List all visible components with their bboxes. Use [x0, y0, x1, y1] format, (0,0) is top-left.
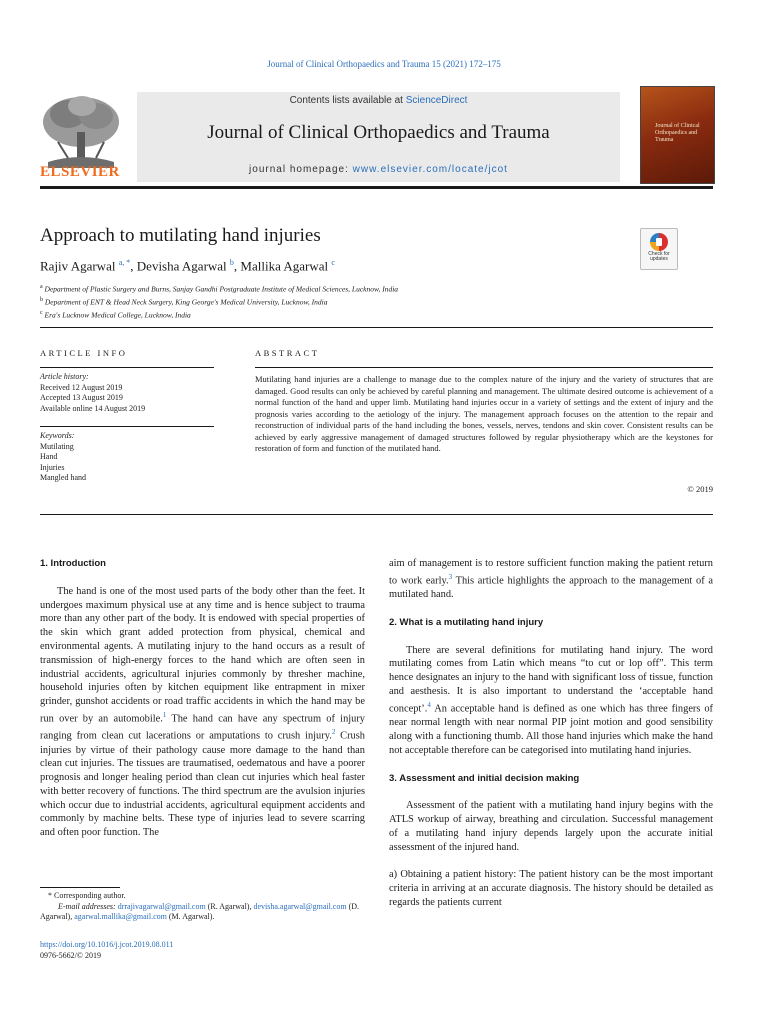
keywords-rule [40, 426, 214, 427]
citation-ref[interactable]: 3 [448, 572, 453, 581]
author-name: Mallika Agarwal [240, 258, 329, 274]
affiliation-line [40, 282, 398, 295]
email-link[interactable]: devisha.agarwal@gmail.com [253, 901, 347, 911]
body-text: An acceptable hand is defined as one which has three fingers of near normal length with near normal PIP joint motion and good sensibility along with a functioning thumb. All those hand injuries which make the hand not acceptable therefore can be categorised into mutilating hand injuries. [389, 703, 713, 756]
definition-paragraph [389, 644, 713, 758]
check-for-updates-button[interactable] [640, 228, 678, 270]
intro-text: The hand can have any spectrum of injury ranging from clean cut lacerations or amputations to crush injury. [40, 713, 366, 742]
article-info-rule [40, 367, 214, 368]
assessment-paragraph: Assessment of the patient with a mutilating hand injury begins with the ATLS workup of airway, breathing and circulation. Successful management of a mutilating hand injury depends largely upon the accurate initial assessment of the injured hand. [389, 800, 713, 853]
received-date: Received 12 August 2019 [40, 382, 123, 392]
email-owner: (R. Agarwal), [205, 901, 254, 911]
homepage-line [137, 164, 620, 175]
affiliations [40, 282, 398, 321]
author-name: Devisha Agarwal [136, 258, 227, 274]
online-date: Available online 14 August 2019 [40, 403, 146, 413]
author-affiliation-mark[interactable]: b [229, 258, 234, 267]
section-heading-assessment: 3. Assessment and initial decision making [389, 772, 580, 784]
section-heading-introduction: 1. Introduction [40, 558, 106, 569]
journal-header-banner [137, 92, 620, 182]
accepted-date: Accepted 13 August 2019 [40, 393, 123, 402]
homepage-prefix: journal homepage: [249, 164, 353, 175]
article-history [40, 372, 145, 414]
doi-block [40, 939, 173, 961]
author-affiliation-mark[interactable]: c [331, 258, 335, 267]
left-column [40, 557, 365, 840]
elsevier-wordmark: ELSEVIER [40, 164, 120, 180]
corresponding-author-note: * Corresponding author. [48, 891, 126, 900]
abstract-text: Mutilating hand injuries are a challenge to manage due to the complex nature of the injury and the variety of structures that are damaged. Good results can only be achieved by careful planning and management. The ultimate desired outcome is achievement of a normal function of the hand and upper limb. Mutilating hand injuries occur in a variety of settings and the extent of injury and the prognosis varies according to the aetiology of the injury. The management approach focuses on the attention to the repair and reconstruction of individual parts of the hand including the bones, vessels, nerves, tendons and skin cover. Consistent results can be achieved by early aggressive management of damaged structures followed by regular physiotherapy which are the keystones for restoration of form and function of the mutilated hand. [255, 374, 713, 453]
intro-text: Crush injuries by virtue of their pathology cause more damage to the hand than clean cut injuries. The tissues are traumatised, oedematous and have a poorer prognosis and longer healing period than clean cut injuries which heal faster with better recovery of functions. The third spectrum are the avulsion injuries which occur due to industrial accidents, agricultural equipment accidents and commonly by machine belts. These type of injuries lead to severe scarring and often poor function. The [40, 730, 365, 839]
body-text: There are several definitions for mutilating hand injury. The word mutilating comes from Latin which means “to cut or lop off”. This term hence designates an injury to the hand with significant loss of tissue, function and aesthesis. It is also important to understand the ‘acceptable hand concept’. [389, 644, 713, 715]
author-name: Rajiv Agarwal [40, 258, 116, 274]
affiliation-text: Department of ENT & Head Neck Surgery, King George's Medical University, Lucknow, India [44, 297, 328, 307]
journal-title: Journal of Clinical Orthopaedics and Trauma [207, 122, 550, 143]
doi-link[interactable]: https://doi.org/10.1016/j.jcot.2019.08.011 [40, 940, 174, 949]
keywords [40, 431, 86, 484]
affiliation-line [40, 308, 398, 321]
affiliation-mark: a [40, 284, 43, 290]
body-text: aim of management is to restore sufficient function making the patient return to work early. [389, 558, 713, 587]
affiliation-mark: c [40, 310, 43, 316]
affiliation-mark: b [40, 297, 43, 303]
abstract-bottom-rule [40, 514, 713, 515]
contents-line [137, 95, 620, 106]
check-updates-icon [650, 233, 668, 251]
affiliation-text: Era's Lucknow Medical College, Lucknow, India [44, 310, 191, 320]
issn-copyright: 0976-5662/© 2019 [40, 951, 101, 960]
author-list: Rajiv Agarwal $^{a, *}$, Devisha Agarwal $^b$, Mallika Agarwal $^c$ [40, 258, 335, 274]
journal-homepage-link[interactable]: www.elsevier.com/locate/jcot [352, 164, 508, 175]
email-addresses [40, 902, 368, 923]
article-title: Approach to mutilating hand injuries [40, 225, 321, 246]
keywords-label: Keywords: [40, 431, 75, 440]
keyword: Mangled hand [40, 473, 86, 482]
history-label: Article history: [40, 372, 89, 381]
keyword: Mutilating [40, 441, 74, 451]
header-rule [40, 186, 713, 189]
intro-text: The hand is one of the most used parts of the body other than the feet. It undergoes maximum physical use at any time and is hence subject to trauma more than any other part of the body. It is endowed with special properties of the skin which grant added protection from physical, chemical and environmental agents. A mutilating injury to the hand occurs as a result of transmission of high-energy forces to the hand which are often seen in industrial accidents, agricultural injuries commonly by thresher machine, household injuries often by kitchen equipment like entrapment in mixer grinder, gunshot accidents or road traffic accidents in which the hand may be run over by an automobile. [40, 585, 365, 725]
journal-citation-link[interactable]: Journal of Clinical Orthopaedics and Trauma 15 (2021) 172–175 [267, 59, 501, 69]
abstract-rule [255, 367, 713, 368]
email-link[interactable]: agarwal.mallika@gmail.com [74, 912, 167, 921]
citation-ref[interactable]: 2 [331, 728, 336, 737]
citation-ref[interactable]: 1 [162, 710, 167, 719]
affiliation-divider [40, 327, 713, 328]
footnote [40, 891, 368, 923]
body-text: This article highlights the approach to the management of a mutilated hand. [389, 575, 713, 601]
introduction-paragraph [40, 585, 365, 840]
email-owner: (D. Agarwal), [40, 901, 360, 921]
email-link[interactable]: drrajivagarwal@gmail.com [117, 901, 206, 911]
keyword: Hand [40, 452, 58, 461]
management-paragraph [389, 557, 713, 602]
cover-title: Journal of Clinical Orthopaedics and Trauma [655, 123, 700, 143]
affiliation-text: Department of Plastic Surgery and Burns, Sanjay Gandhi Postgraduate Institute of Medical Sciences, Lucknow, India [44, 284, 399, 294]
abstract-copyright: © 2019 [687, 484, 713, 494]
email-owner: (M. Agarwal). [166, 912, 215, 921]
author-affiliation-mark[interactable]: a, * [118, 258, 131, 267]
email-label: E-mail addresses: [58, 901, 118, 911]
assessment-list-item: a) Obtaining a patient history: The patient history can be the most important criteria in arriving at an accurate diagnosis. The history should be detailed as regards the patients current [389, 869, 713, 909]
check-updates-label: Check for updates [648, 251, 670, 262]
contents-prefix: Contents lists available at [289, 95, 406, 106]
footnote-rule [40, 887, 120, 888]
journal-cover-thumbnail[interactable] [640, 86, 715, 184]
affiliation-line [40, 295, 398, 308]
right-column [389, 557, 713, 910]
citation-ref[interactable]: 4 [427, 700, 431, 709]
keyword: Injuries [40, 462, 65, 472]
article-info-heading: ARTICLE INFO [40, 348, 128, 358]
section-heading-what-is: 2. What is a mutilating hand injury [389, 616, 544, 628]
sciencedirect-link[interactable]: ScienceDirect [405, 95, 468, 106]
abstract-heading: ABSTRACT [255, 348, 320, 358]
